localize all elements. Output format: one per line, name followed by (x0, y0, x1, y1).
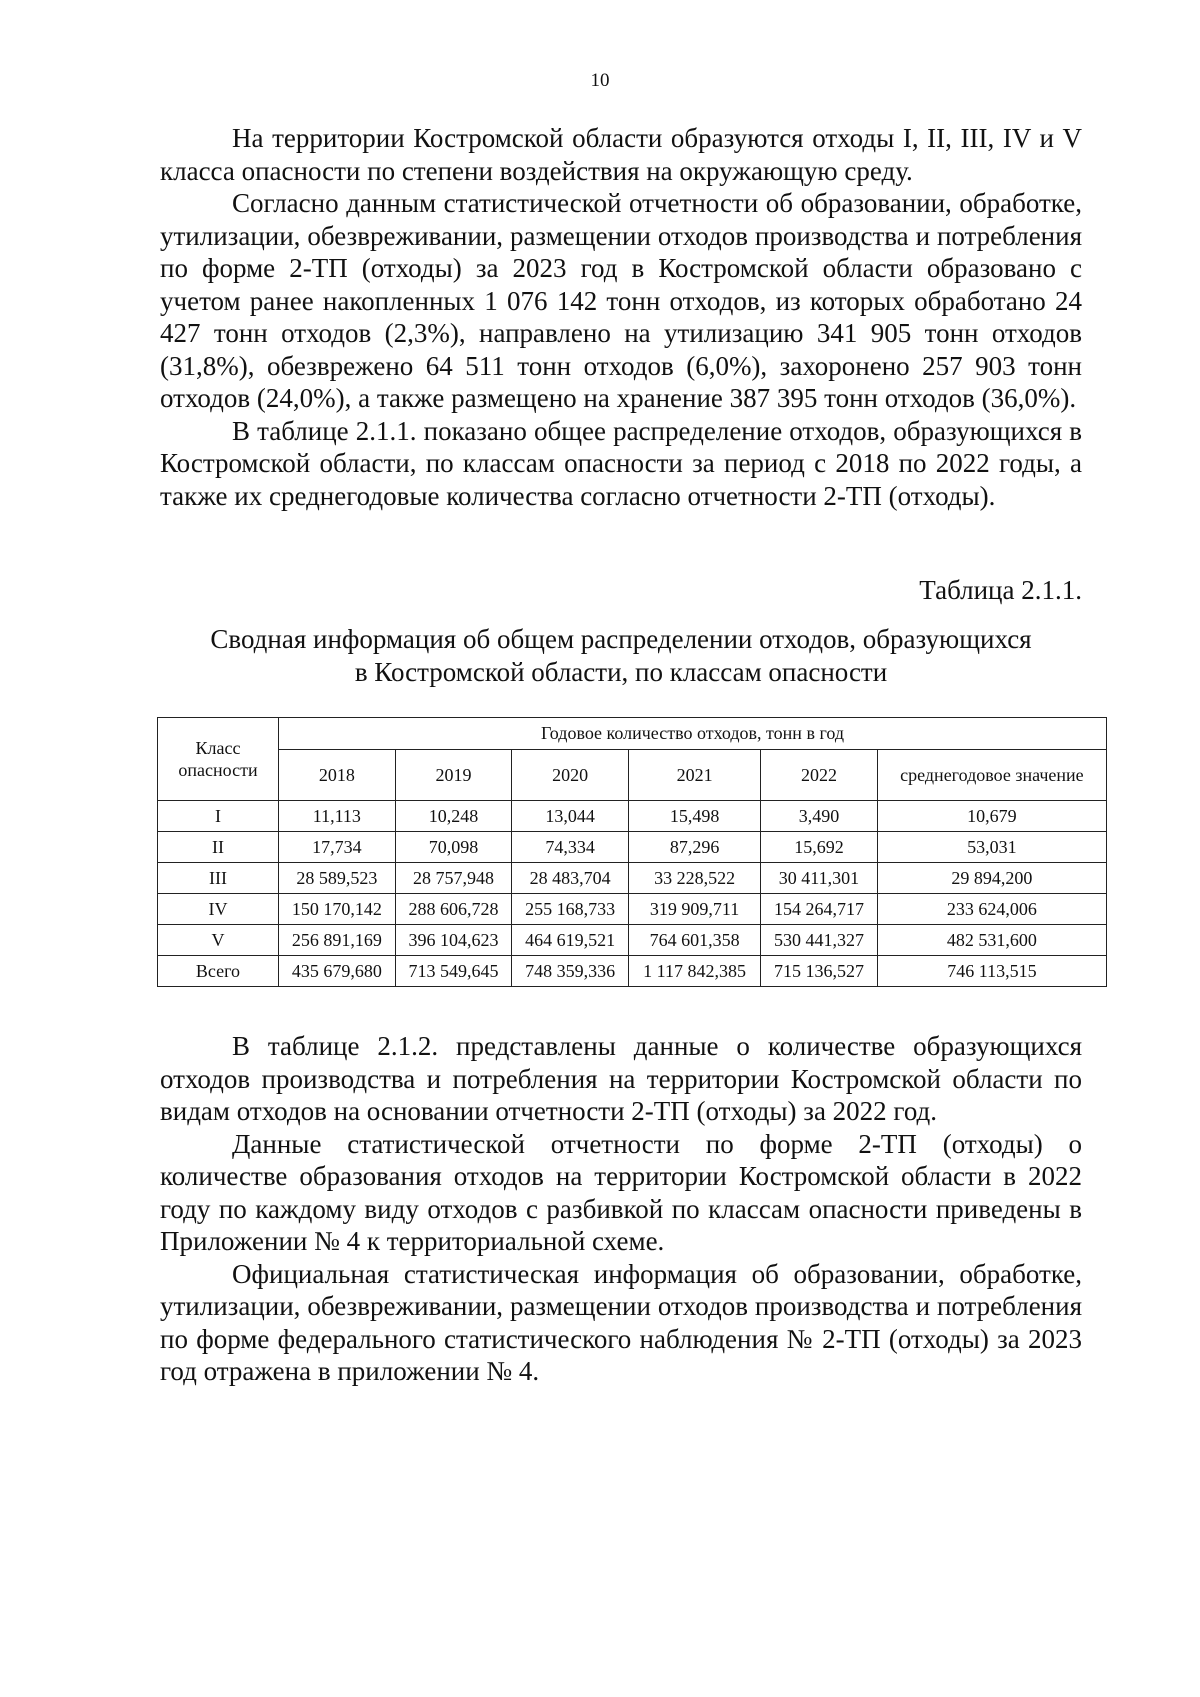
paragraph: На территории Костромской области образуются отходы I, II, III, IV и V класса опасности по степени воздействия на окружающую среду. (160, 123, 1082, 186)
table-row (158, 863, 1107, 894)
value-cell: 33 228,522 (629, 863, 761, 894)
class-cell: III (158, 863, 279, 894)
value-cell: 233 624,006 (877, 894, 1106, 925)
value-cell: 255 168,733 (512, 894, 629, 925)
value-cell: 748 359,336 (512, 956, 629, 987)
closing-text (160, 1030, 1082, 1388)
value-cell: 746 113,515 (877, 956, 1106, 987)
paragraph: В таблице 2.1.1. показано общее распределение отходов, образующихся в Костромской области, по классам опасности за период с 2018 по 2022 годы, а также их среднегодовые количества согласно отчетности 2-ТП (отходы). (160, 415, 1082, 511)
value-cell: 319 909,711 (629, 894, 761, 925)
value-cell: 288 606,728 (395, 894, 512, 925)
table-row (158, 894, 1107, 925)
value-cell: 154 264,717 (761, 894, 878, 925)
value-cell: 1 117 842,385 (629, 956, 761, 987)
value-cell: 13,044 (512, 801, 629, 832)
class-cell: I (158, 801, 279, 832)
value-cell: 10,248 (395, 801, 512, 832)
table-row (158, 832, 1107, 863)
table-row-total (158, 956, 1107, 987)
value-cell: 715 136,527 (761, 956, 878, 987)
table-caption (160, 623, 1082, 689)
value-cell: 530 441,327 (761, 925, 878, 956)
class-cell: IV (158, 894, 279, 925)
value-cell: 70,098 (395, 832, 512, 863)
value-cell: 464 619,521 (512, 925, 629, 956)
value-cell: 53,031 (877, 832, 1106, 863)
value-cell: 11,113 (279, 801, 396, 832)
paragraph: Данные статистической отчетности по форме 2-ТП (отходы) о количестве образования отходов на территории Костромской области в 2022 году по каждому виду отходов с разбивкой по классам опасности приведены в Приложении № 4 к территориальной схеме. (160, 1128, 1082, 1256)
table-caption-line: в Костромской области, по классам опасности (354, 657, 888, 687)
header-class: Класс опасности (158, 718, 279, 801)
value-cell: 28 757,948 (395, 863, 512, 894)
value-cell: 713 549,645 (395, 956, 512, 987)
value-cell: 17,734 (279, 832, 396, 863)
header-year: 2021 (629, 750, 761, 801)
value-cell: 28 589,523 (279, 863, 396, 894)
value-cell: 28 483,704 (512, 863, 629, 894)
class-cell: Всего (158, 956, 279, 987)
value-cell: 74,334 (512, 832, 629, 863)
value-cell: 3,490 (761, 801, 878, 832)
header-average: среднегодовое значение (877, 750, 1106, 801)
value-cell: 10,679 (877, 801, 1106, 832)
waste-by-class-table (157, 717, 1107, 987)
table-label: Таблица 2.1.1. (919, 575, 1082, 605)
table-caption-line: Сводная информация об общем распределении отходов, образующихся (210, 624, 1032, 654)
table-row (158, 925, 1107, 956)
class-cell: V (158, 925, 279, 956)
header-year: 2020 (512, 750, 629, 801)
value-cell: 396 104,623 (395, 925, 512, 956)
table-row (158, 801, 1107, 832)
paragraph: В таблице 2.1.2. представлены данные о количестве образующихся отходов производства и потребления на территории Костромской области по видам отходов на основании отчетности 2-ТП (отходы) за 2022 год. (160, 1031, 1082, 1126)
value-cell: 256 891,169 (279, 925, 396, 956)
value-cell: 435 679,680 (279, 956, 396, 987)
page-number: 10 (590, 70, 610, 91)
class-cell: II (158, 832, 279, 863)
value-cell: 150 170,142 (279, 894, 396, 925)
value-cell: 15,498 (629, 801, 761, 832)
paragraph: Официальная статистическая информация об образовании, обработке, утилизации, обезвреживании, размещении отходов производства и потребления по форме федерального статистического наблюдения № 2-ТП (отходы) за 2023 год отражена в приложении № 4. (160, 1258, 1082, 1386)
value-cell: 15,692 (761, 832, 878, 863)
value-cell: 482 531,600 (877, 925, 1106, 956)
value-cell: 87,296 (629, 832, 761, 863)
paragraph: Согласно данным статистической отчетности об образовании, обработке, утилизации, обезвреживании, размещении отходов производства и потребления по форме 2-ТП (отходы) за 2023 год в Костромской области образовано с учетом ранее накопленных 1 076 142 тонн отходов, из которых обработано 24 427 тонн отходов (2,3%), направлено на утилизацию 341 905 тонн отходов (31,8%), обезврежено 64 511 тонн отходов (6,0%), захоронено 257 903 тонн отходов (24,0%), а также размещено на хранение 387 395 тонн отходов (36,0%). (160, 188, 1082, 413)
header-year: 2022 (761, 750, 878, 801)
header-year: 2018 (279, 750, 396, 801)
header-group: Годовое количество отходов, тонн в год (279, 718, 1107, 750)
value-cell: 30 411,301 (761, 863, 878, 894)
value-cell: 29 894,200 (877, 863, 1106, 894)
intro-text (160, 122, 1082, 512)
value-cell: 764 601,358 (629, 925, 761, 956)
header-year: 2019 (395, 750, 512, 801)
